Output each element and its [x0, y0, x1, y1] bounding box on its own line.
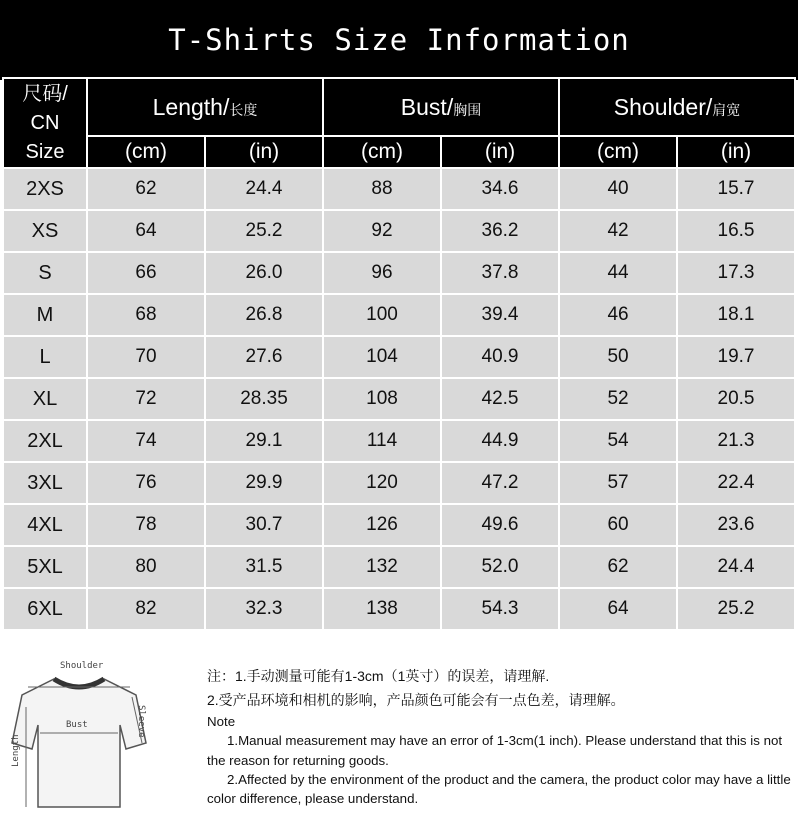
measurement-cell: 126	[323, 504, 441, 546]
table-row	[3, 252, 795, 294]
table-row	[3, 210, 795, 252]
size-cell: 4XL	[3, 504, 87, 546]
note-en-2: 2.Affected by the environment of the product and the camera, the product color may have a little color difference, please understand.	[207, 771, 791, 807]
measurement-cell: 28.35	[205, 378, 323, 420]
measurement-cell: 100	[323, 294, 441, 336]
diagram-label-bust: Bust	[66, 720, 88, 730]
size-cell: L	[3, 336, 87, 378]
diagram-label-sleeve: Sleeve	[136, 705, 146, 738]
table-row	[3, 336, 795, 378]
note-en-1: 1.Manual measurement may have an error of 1-3cm(1 inch). Please understand that this is not the reason for returning goods.	[207, 733, 783, 768]
table-row	[3, 168, 795, 210]
measurement-cell: 36.2	[441, 210, 559, 252]
measurement-cell: 66	[87, 252, 205, 294]
note-label: Note	[207, 714, 236, 729]
measurement-cell: 32.3	[205, 588, 323, 630]
measurement-cell: 26.8	[205, 294, 323, 336]
measurement-cell: 80	[87, 546, 205, 588]
table-row	[3, 462, 795, 504]
unit-header: (cm)	[559, 136, 677, 168]
measurement-cell: 22.4	[677, 462, 795, 504]
measurement-cell: 120	[323, 462, 441, 504]
measurement-cell: 27.6	[205, 336, 323, 378]
unit-header: (cm)	[323, 136, 441, 168]
size-column-header	[3, 78, 87, 168]
measurement-cell: 64	[87, 210, 205, 252]
size-table	[2, 77, 796, 631]
table-row	[3, 294, 795, 336]
measurement-cell: 64	[559, 588, 677, 630]
measurement-cell: 17.3	[677, 252, 795, 294]
size-cell: 5XL	[3, 546, 87, 588]
measurement-cell: 57	[559, 462, 677, 504]
size-cell: 2XL	[3, 420, 87, 462]
measurement-cell: 72	[87, 378, 205, 420]
measurement-cell: 62	[559, 546, 677, 588]
measurement-cell: 25.2	[205, 210, 323, 252]
measurement-cell: 23.6	[677, 504, 795, 546]
measurement-cell: 24.4	[205, 168, 323, 210]
size-cell: XS	[3, 210, 87, 252]
measurement-cell: 30.7	[205, 504, 323, 546]
size-cell: 3XL	[3, 462, 87, 504]
measurement-cell: 108	[323, 378, 441, 420]
measurement-cell: 132	[323, 546, 441, 588]
measurement-cell: 60	[559, 504, 677, 546]
measurement-cell: 25.2	[677, 588, 795, 630]
measurement-cell: 29.9	[205, 462, 323, 504]
size-label-cn: 尺码/	[22, 82, 68, 105]
measurement-cell: 29.1	[205, 420, 323, 462]
measurement-cell: 96	[323, 252, 441, 294]
length-header: Length/长度	[87, 78, 323, 136]
measurement-cell: 47.2	[441, 462, 559, 504]
measurement-cell: 50	[559, 336, 677, 378]
measurement-cell: 78	[87, 504, 205, 546]
bust-header: Bust/胸围	[323, 78, 559, 136]
measurement-cell: 44	[559, 252, 677, 294]
tshirt-diagram	[4, 657, 154, 822]
measurement-cell: 70	[87, 336, 205, 378]
size-cell: S	[3, 252, 87, 294]
unit-header: (in)	[677, 136, 795, 168]
measurement-cell: 74	[87, 420, 205, 462]
measurement-cell: 24.4	[677, 546, 795, 588]
measurement-cell: 40.9	[441, 336, 559, 378]
unit-header: (in)	[441, 136, 559, 168]
measurement-cell: 42	[559, 210, 677, 252]
measurement-cell: 19.7	[677, 336, 795, 378]
note-cn-2: 2.受产品环境和相机的影响，产品颜色可能会有一点色差，请理解。	[207, 692, 625, 708]
diagram-label-shoulder: Shoulder	[60, 661, 104, 671]
measurement-cell: 88	[323, 168, 441, 210]
measurement-cell: 52	[559, 378, 677, 420]
measurement-cell: 52.0	[441, 546, 559, 588]
measurement-cell: 92	[323, 210, 441, 252]
measurement-cell: 37.8	[441, 252, 559, 294]
tshirt-measurement-icon	[4, 657, 154, 822]
size-label-en: Size	[25, 140, 65, 163]
measurement-cell: 15.7	[677, 168, 795, 210]
measurement-cell: 49.6	[441, 504, 559, 546]
measurement-cell: 44.9	[441, 420, 559, 462]
size-label-code: CN	[30, 111, 60, 134]
table-row	[3, 420, 795, 462]
table-row	[3, 504, 795, 546]
size-cell: M	[3, 294, 87, 336]
measurement-cell: 21.3	[677, 420, 795, 462]
measurement-cell: 54	[559, 420, 677, 462]
measurement-cell: 114	[323, 420, 441, 462]
table-row	[3, 588, 795, 630]
measurement-cell: 62	[87, 168, 205, 210]
unit-header: (cm)	[87, 136, 205, 168]
note-cn-1: 注：1.手动测量可能有1-3cm（1英寸）的误差，请理解.	[207, 668, 550, 684]
measurement-cell: 68	[87, 294, 205, 336]
table-row	[3, 378, 795, 420]
measurement-cell: 54.3	[441, 588, 559, 630]
measurement-cell: 18.1	[677, 294, 795, 336]
measurement-cell: 31.5	[205, 546, 323, 588]
measurement-cell: 40	[559, 168, 677, 210]
unit-header: (in)	[205, 136, 323, 168]
measurement-cell: 20.5	[677, 378, 795, 420]
size-cell: XL	[3, 378, 87, 420]
size-cell: 6XL	[3, 588, 87, 630]
page-title: T-Shirts Size Information	[0, 0, 798, 80]
measurement-cell: 46	[559, 294, 677, 336]
diagram-label-length: Length	[11, 734, 21, 767]
notes-section	[207, 664, 792, 808]
measurement-cell: 26.0	[205, 252, 323, 294]
measurement-cell: 39.4	[441, 294, 559, 336]
measurement-cell: 82	[87, 588, 205, 630]
shoulder-header: Shoulder/肩宽	[559, 78, 795, 136]
measurement-cell: 138	[323, 588, 441, 630]
measurement-cell: 16.5	[677, 210, 795, 252]
size-cell: 2XS	[3, 168, 87, 210]
measurement-cell: 42.5	[441, 378, 559, 420]
measurement-cell: 76	[87, 462, 205, 504]
measurement-cell: 104	[323, 336, 441, 378]
table-row	[3, 546, 795, 588]
size-table-body	[3, 168, 795, 630]
measurement-cell: 34.6	[441, 168, 559, 210]
